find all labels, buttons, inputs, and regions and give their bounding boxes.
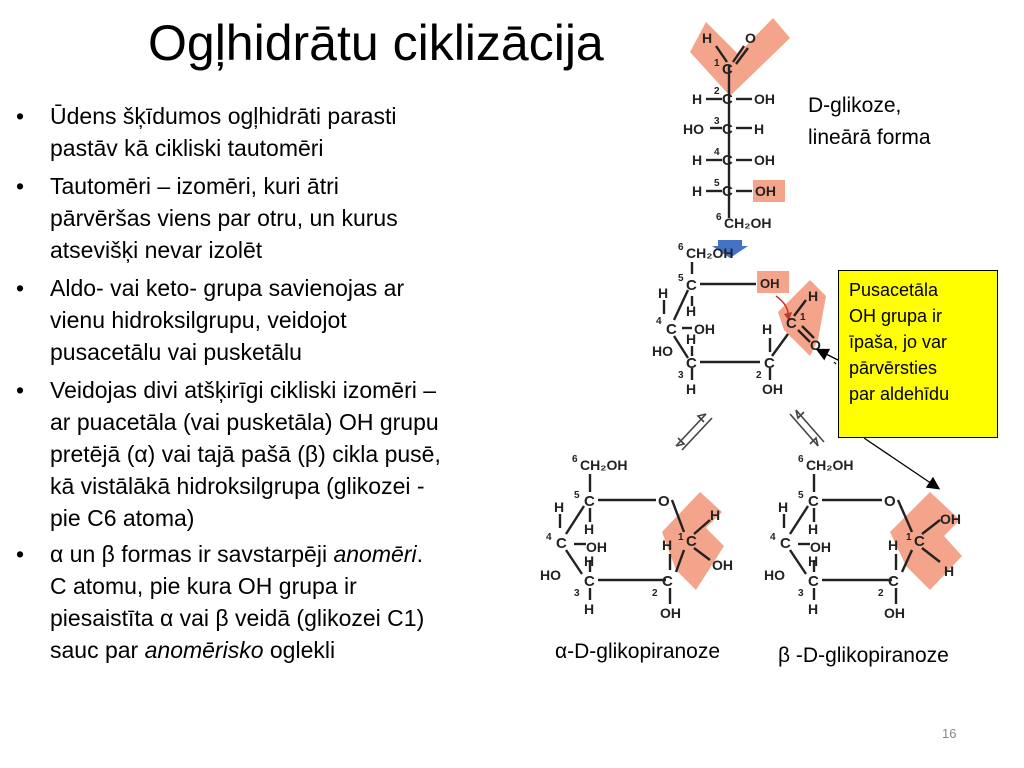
atom-label: C [686,355,697,372]
carbon-number: 1 [714,58,720,69]
slide-title: Ogļhidrātu ciklizācija [148,15,604,71]
carbon-number: 1 [906,532,912,543]
atom-label: C [888,573,899,590]
bullet-line: α un β formas ir savstarpēji [50,541,334,567]
atom-label: HO [764,567,785,583]
bullet-line: C atomu, pie kura OH grupa ir [50,573,357,599]
equilibrium-arrows-left [676,414,712,450]
term-anomerisko: anomērisko [144,637,264,663]
atom-label: C [722,121,733,138]
carbon-number: 6 [678,242,684,253]
callout-pointer [834,362,836,364]
atom-label: OH [884,605,905,621]
carbon-number: 2 [756,370,762,381]
callout-line: OH grupa ir [849,306,943,326]
beta-glucopyranose [764,454,962,621]
page-number: 16 [942,726,957,741]
equilibrium-arrows-right [790,410,824,446]
atom-label: H [686,331,697,347]
atom-label: H [710,507,721,523]
caption-beta: β -D-glikopiranoze [778,644,949,667]
carbon-number: 1 [800,312,806,323]
carbon-number: 4 [714,147,720,158]
atom-label: H [584,521,595,537]
bullet-line: pretējā (α) vai tajā pašā (β) cikla pusē, [50,441,441,467]
atom-label: H [662,537,673,553]
atom-label: C [556,535,567,552]
bullet-line: vienu hidroksilgrupu, veidojot [50,307,347,333]
bullet-line: pusacetālu vai pusketālu [50,339,302,365]
atom-label: C [764,355,775,372]
atom-label: H [762,321,773,337]
atom-label: HO [540,567,561,583]
atom-label: O [745,30,756,46]
carbon-number: 2 [652,588,658,599]
atom-label: HO [652,343,673,359]
carbon-number: 3 [798,588,804,599]
atom-label: OH [754,91,775,107]
atom-label: H [808,521,819,537]
atom-label: H [888,537,899,553]
atom-label: H [686,381,697,397]
atom-label: C [808,493,819,510]
carbon-number: 4 [546,532,552,543]
caption-linear-line1: D-glikoze, [808,94,902,117]
atom-label: OH [760,276,780,291]
atom-label: C [722,183,733,200]
bullet-line: piesaistīta α vai β veidā (glikozei C1) [50,605,425,631]
atom-label: OH [754,152,775,168]
carbon-number: 4 [770,532,776,543]
ring-closing-structure [652,242,826,397]
atom-label: CH₂OH [724,215,772,231]
bullet-line: oglekli [263,637,336,663]
atom-label: H [692,91,703,107]
atom-label: C [584,573,595,590]
callout-line: par aldehīdu [849,384,950,404]
callout-line: Pusacetāla [849,280,939,300]
bullet-line: atsevišķi nevar izolēt [50,237,263,263]
bullet-line: pie C6 atoma) [50,505,195,531]
bullet-line: pastāv kā cikliski tautomēri [50,135,324,161]
atom-label: OH [660,605,681,621]
carbon-number: 5 [714,178,720,189]
atom-label: CH₂OH [806,457,854,473]
bullet-line: pārvēršas viens par otru, un kurus [50,205,398,231]
atom-label: H [692,152,703,168]
carbon-number: 5 [678,273,684,284]
caption-alpha: α-D-glikopiranoze [555,640,721,663]
atom-label: C [808,573,819,590]
atom-label: H [808,601,819,617]
carbon-number: 4 [656,316,662,327]
atom-label: OH [940,511,961,527]
atom-label: C [686,533,697,550]
carbon-number: 6 [716,212,722,223]
atom-label: HO [683,121,704,137]
atom-label: OH [810,539,831,555]
atom-label: H [944,563,955,579]
atom-label: H [754,121,765,137]
bullet-line: sauc par [50,637,145,663]
atom-label: C [722,91,733,108]
bullet-line: . [416,541,423,567]
atom-label: C [780,535,791,552]
atom-label: C [914,533,925,550]
bullet-line: Veidojas divi atšķirīgi cikliski izomēri – [50,377,437,403]
callout-pointer-middle [818,350,838,360]
atom-label: O [810,337,821,353]
atom-label: H [808,553,819,569]
callout-pointer-beta [864,438,938,488]
carbon-number: 2 [878,588,884,599]
bullet-line: Ūdens šķīdumos ogļhidrāti parasti [50,103,397,129]
atom-label: C [584,493,595,510]
carbon-number: 5 [798,490,804,501]
carbon-number: 1 [678,532,684,543]
atom-label: OH [586,539,607,555]
atom-label: C [662,573,673,590]
atom-label: O [884,493,896,510]
atom-label: H [692,183,703,199]
term-anomeri: anomēri [333,541,417,567]
carbon-number: 6 [572,454,578,465]
linear-glucose [683,18,790,231]
atom-label: C [722,61,733,78]
atom-label: H [584,601,595,617]
atom-label: H [686,303,697,319]
bullet-line: kā vistālākā hidroksilgrupa (glikozei - [50,473,425,499]
alpha-glucopyranose [540,454,733,621]
atom-label: H [808,288,819,304]
atom-label: H [778,499,789,515]
carbon-number: 2 [714,86,720,97]
atom-label: OH [694,321,715,337]
atom-label: C [786,315,797,332]
atom-label: CH₂OH [580,457,628,473]
atom-label: OH [712,557,733,573]
carbon-number: 5 [574,490,580,501]
atom-label: C [686,277,697,294]
atom-label: C [666,321,677,338]
atom-label: H [554,499,565,515]
atom-label: CH₂OH [686,245,734,261]
bullet-line: Tautomēri – izomēri, kuri ātri [50,173,339,199]
bullet-line: ar puacetāla (vai pusketāla) OH grupu [50,409,439,435]
atom-label: H [658,285,669,301]
callout-line: īpaša, jo var [849,332,948,352]
carbon-number: 3 [574,588,580,599]
atom-label: C [722,152,733,169]
atom-label: OH [762,381,783,397]
atom-label: O [658,493,670,510]
carbon-number: 6 [798,454,804,465]
carbon-number: 3 [714,116,720,127]
bullet-line: Aldo- vai keto- grupa savienojas ar [50,275,405,301]
caption-linear-line2: lineārā forma [808,126,931,149]
carbon-number: 3 [678,370,684,381]
atom-label: H [702,30,713,46]
atom-label: H [584,553,595,569]
callout-line: pārvērsties [849,358,938,378]
atom-label: OH [755,183,776,199]
